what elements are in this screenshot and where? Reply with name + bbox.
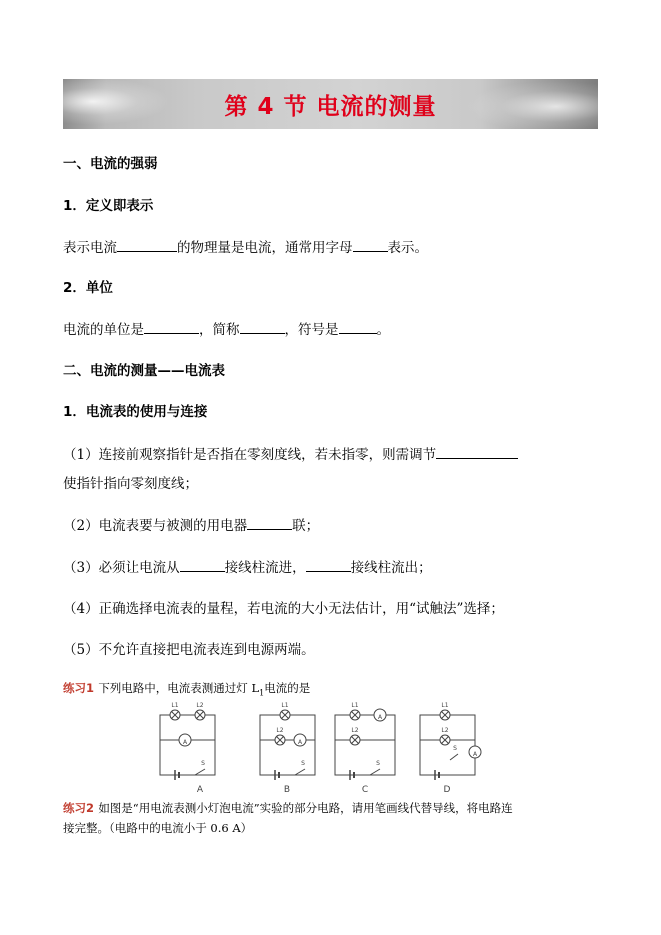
exercise1-line: [63, 680, 310, 698]
ammeter-d-label: A: [472, 751, 478, 758]
section1-heading: 一、电流的强弱: [63, 156, 158, 172]
switch-d-label: S: [453, 745, 457, 752]
definition-text-a: 表示电流: [63, 240, 117, 256]
lamp-l1-b-icon: [280, 710, 290, 720]
lamp-l2-b-label: L2: [276, 727, 284, 734]
lamp-l2-c-label: L2: [351, 727, 359, 734]
exercise2-text-line1: 如图是“用电流表测小灯泡电流”实验的部分电路，请用笔画线代替导线，将电路连: [98, 801, 513, 815]
exercise1-text-sub: 1: [259, 688, 265, 698]
lamp-l2-c-icon: [350, 735, 360, 745]
item2-text-a: （2）电流表要与被测的用电器: [63, 518, 248, 534]
exercise1-text-a: 下列电路中，电流表测通过灯 L: [98, 681, 260, 695]
circuit-option-d[interactable]: [420, 715, 475, 780]
item2-line: [63, 514, 319, 534]
item1-text-b: 使指针指向零刻度线；: [63, 476, 198, 492]
lamp-l1-a-label: L1: [171, 702, 179, 709]
option-b-label: B: [283, 785, 291, 795]
unit-text-d: 。: [376, 322, 390, 338]
unit-line: [63, 318, 390, 338]
blank-4[interactable]: [240, 322, 285, 334]
lamp-l2-d-label: L2: [441, 727, 449, 734]
option-c-label: C: [361, 785, 369, 795]
ammeter-a-label: A: [182, 739, 188, 746]
lamp-l2-a-icon: [195, 710, 205, 720]
blank-9[interactable]: [306, 560, 351, 572]
blank-6[interactable]: [436, 447, 518, 459]
blank-1[interactable]: [117, 240, 177, 252]
option-a-label: A: [196, 785, 204, 795]
lamp-l2-a-label: L2: [196, 702, 204, 709]
circuit-option-c[interactable]: [335, 715, 395, 780]
exercise1-circuit-options: [155, 700, 485, 795]
exercise2-line1: [63, 800, 513, 816]
exercise1-label: 练习1: [63, 681, 95, 695]
lamp-l1-b-label: L1: [281, 702, 289, 709]
item3-line: [63, 556, 432, 576]
circuit-option-a[interactable]: [160, 715, 215, 780]
title-banner: [63, 79, 598, 129]
exercise2-label: 练习2: [63, 801, 95, 815]
circuit-option-b[interactable]: [260, 715, 315, 780]
circuit-diagrams: [155, 700, 485, 795]
item3-text-c: 接线柱流出；: [350, 560, 432, 576]
ammeter-b-label: A: [297, 739, 303, 746]
unit-text-a: 电流的单位是: [63, 322, 144, 338]
item3-text-b: 接线柱流进，: [224, 560, 306, 576]
definition-line: [63, 236, 428, 256]
exercise2-text-line2: 接完整。（电路中的电流小于 0.6 A）: [63, 821, 253, 835]
lamp-l2-b-icon: [275, 735, 285, 745]
blank-3[interactable]: [144, 322, 199, 334]
page-title: 第 4 节 电流的测量: [224, 94, 437, 120]
definition-text-c: 表示。: [387, 240, 428, 256]
section2-sub1-heading: 1．电流表的使用与连接: [63, 404, 208, 420]
blank-7[interactable]: [247, 518, 292, 530]
item1-line-a: [63, 443, 518, 463]
lamp-l1-d-icon: [440, 710, 450, 720]
section1-sub1-heading: 1．定义即表示: [63, 198, 154, 214]
lamp-l1-c-icon: [350, 710, 360, 720]
item1-text-a: （1）连接前观察指针是否指在零刻度线，若未指零，则需调节: [63, 447, 437, 463]
lamp-l1-d-label: L1: [441, 702, 449, 709]
lamp-l2-d-icon: [440, 735, 450, 745]
ammeter-c-label: A: [377, 714, 383, 721]
switch-b-label: S: [301, 760, 305, 767]
item4-text: （4）正确选择电流表的量程，若电流的大小无法估计，用“试触法”选择；: [63, 601, 504, 617]
item5-text: （5）不允许直接把电流表连到电源两端。: [63, 642, 315, 658]
blank-2[interactable]: [353, 240, 388, 252]
unit-text-c: ，符号是: [284, 322, 339, 338]
lamp-l1-a-icon: [170, 710, 180, 720]
definition-text-b: 的物理量是电流，通常用字母: [177, 240, 353, 256]
item3-text-a: （3）必须让电流从: [63, 560, 180, 576]
blank-8[interactable]: [180, 560, 225, 572]
option-d-label: D: [443, 785, 451, 795]
unit-text-b: ，简称: [199, 322, 240, 338]
lamp-l1-c-label: L1: [351, 702, 359, 709]
section2-heading: 二、电流的测量——电流表: [63, 363, 225, 379]
item2-text-b: 联；: [292, 518, 320, 534]
exercise1-text-b: 电流的是: [264, 681, 311, 695]
switch-a-label: S: [201, 760, 205, 767]
switch-c-label: S: [376, 760, 380, 767]
section1-sub2-heading: 2．单位: [63, 280, 113, 296]
blank-5[interactable]: [339, 322, 377, 334]
